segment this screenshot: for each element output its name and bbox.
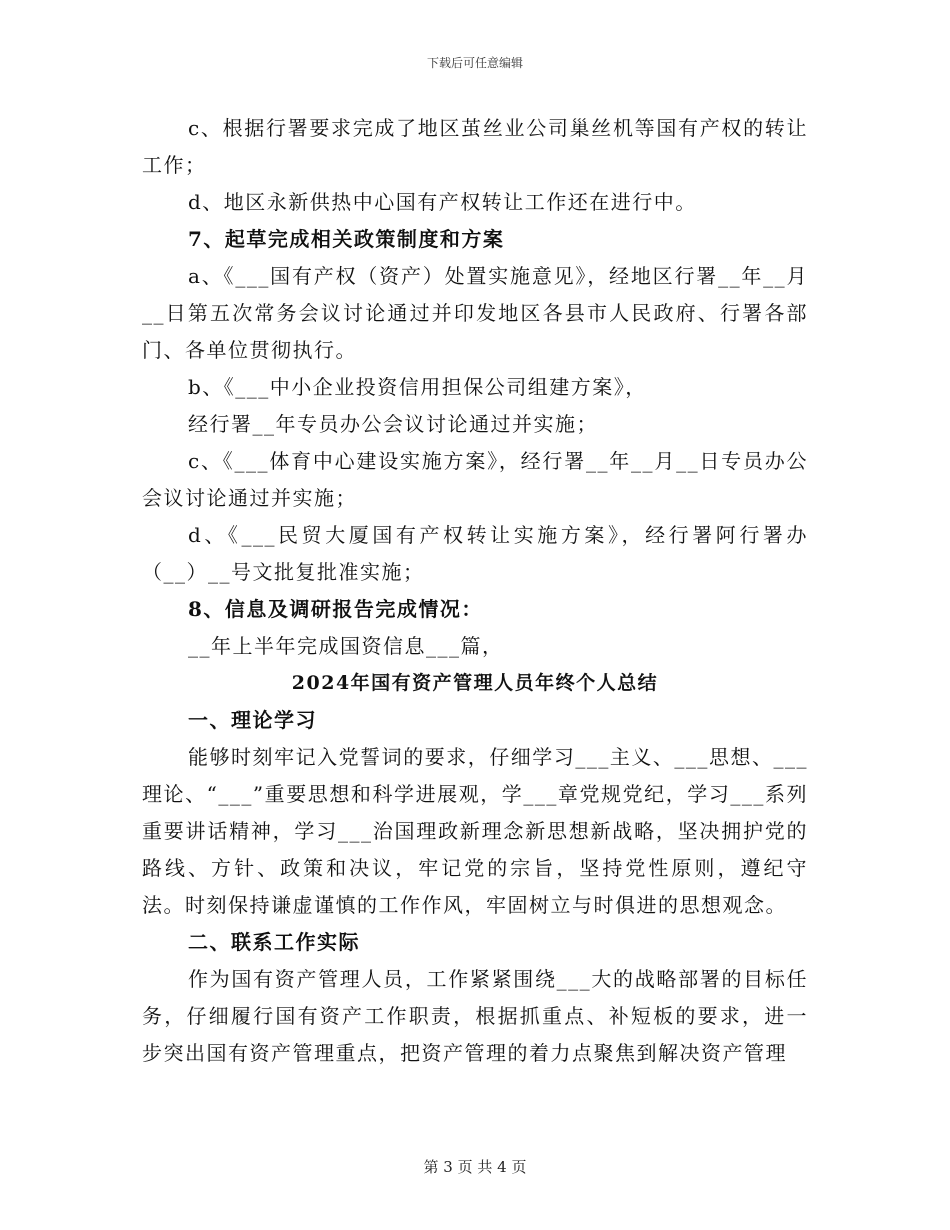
paragraph-info-count: __年上半年完成国资信息___篇， <box>188 634 504 658</box>
paragraph-d-heating: d、地区永新供热中心国有产权转让工作还在进行中。 <box>188 190 697 214</box>
paragraph-c-sports: c、《___体育中心建设实施方案》，经行署__年__月__日专员办公会议讨论通过并实施； <box>142 449 808 510</box>
section-heading-theory: 一、理论学习 <box>188 708 317 732</box>
paragraph-practice: 作为国有资产管理人员，工作紧紧围绕___大的战略部署的目标任务，仔细履行国有资产工作职责，根据抓重点、补短板的要求，进一步突出国有资产管理重点，把资产管理的着力点聚焦到解决资产管理 <box>142 967 808 1065</box>
paragraph-c-transfer: c、根据行署要求完成了地区茧丝业公司巢丝机等国有产权的转让工作； <box>142 116 808 177</box>
page-footer: 第 3 页 共 4 页 <box>423 1158 527 1176</box>
paragraph-d-mall: d、《___民贸大厦国有产权转让实施方案》，经行署阿行署办（__）__号文批复批准实施； <box>142 523 808 584</box>
paragraph-b-guarantee: b、《___中小企业投资信用担保公司组建方案》， <box>188 375 647 399</box>
paragraph-b-approval: 经行署__年专员办公会议讨论通过并实施； <box>188 412 598 436</box>
page-header: 下载后可任意编辑 <box>426 56 523 70</box>
section-heading-7: 7、起草完成相关政策制度和方案 <box>188 227 505 251</box>
section-heading-practice: 二、联系工作实际 <box>188 930 360 954</box>
paragraph-a-opinion: a、《___国有产权（资产）处置实施意见》，经地区行署__年__月__日第五次常务会议讨论通过并印发地区各县市人民政府、行署各部门、各单位贯彻执行。 <box>142 264 808 362</box>
document-title: 2024年国有资产管理人员年终个人总结 <box>291 672 659 694</box>
section-heading-8: 8、信息及调研报告完成情况： <box>188 597 483 621</box>
paragraph-theory: 能够时刻牢记入党誓词的要求，仔细学习___主义、___思想、___理论、“___”重要思想和科学进展观，学___章党规党纪，学习___系列重要讲话精神，学习___治国理政新理念新思想新战略，坚决拥护党的路线、方针、政策和决议，牢记党的宗旨，坚持党性原则，遵纪守法。时刻保持谦虚谨慎的工作作风，牢固树立与时俱进的思想观念。 <box>142 745 808 917</box>
document-body <box>142 110 808 1072</box>
